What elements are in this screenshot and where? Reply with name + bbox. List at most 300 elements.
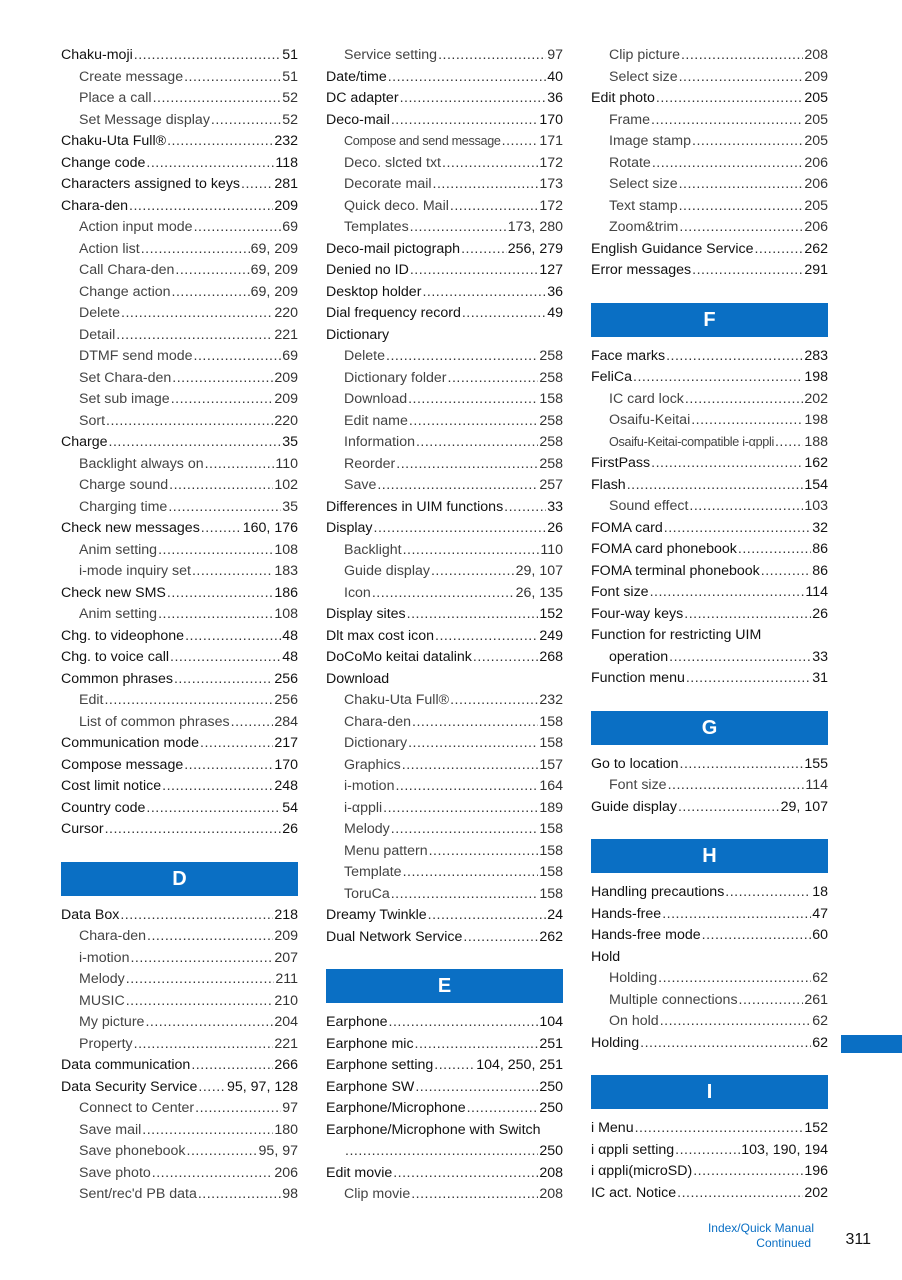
index-subentry — [61, 991, 298, 1013]
entry-term: Anim setting — [79, 541, 158, 558]
dot-leader — [126, 969, 275, 991]
entry-term: Communication mode — [61, 735, 199, 751]
dot-leader — [442, 153, 538, 175]
dot-leader — [668, 775, 805, 797]
entry-term: Osaifu-Keitai-compatible i-αppli — [609, 434, 774, 449]
entry-term: Dictionary — [326, 326, 390, 343]
dot-leader — [153, 88, 282, 110]
dot-leader — [410, 260, 539, 282]
entry-page-ref: 69, 209 — [250, 283, 298, 300]
entry-term: Chara-den — [61, 197, 129, 214]
entry-page-ref: 258 — [539, 348, 563, 364]
index-subentry — [61, 690, 298, 712]
dot-leader — [372, 583, 515, 605]
index-entry — [326, 518, 563, 540]
dot-leader — [386, 346, 538, 368]
entry-term: Call Chara-den — [79, 262, 175, 278]
entry-term: Earphone/Microphone with Switch — [326, 1121, 541, 1138]
dot-leader — [145, 1012, 273, 1034]
index-subentry — [591, 410, 828, 432]
index-subentry — [61, 604, 298, 626]
entry-page-ref: 98 — [282, 1186, 298, 1202]
entry-term: Text stamp — [609, 197, 678, 214]
entry-page-ref: 47 — [812, 905, 828, 922]
dot-leader — [187, 1141, 258, 1163]
dot-leader — [170, 647, 281, 669]
dot-leader — [185, 626, 281, 648]
dot-leader — [171, 389, 274, 411]
dot-leader — [415, 1034, 539, 1056]
entry-page-ref: 51 — [282, 68, 298, 85]
index-subentry — [591, 67, 828, 89]
dot-leader — [664, 518, 811, 540]
entry-term: Delete — [344, 348, 386, 364]
dot-leader — [105, 819, 282, 841]
dot-leader — [345, 1141, 538, 1163]
entry-page-ref: 54 — [282, 799, 298, 816]
entry-term: FeliCa — [591, 369, 632, 385]
index-entry — [591, 668, 828, 690]
dot-leader — [374, 518, 547, 540]
entry-term: i αppli(microSD) — [591, 1163, 693, 1179]
dot-leader — [391, 110, 538, 132]
dot-leader — [692, 260, 803, 282]
entry-term: i-mode inquiry set — [79, 563, 191, 579]
index-entry — [591, 88, 828, 110]
entry-page-ref: 209 — [274, 369, 298, 386]
dot-leader — [194, 346, 282, 368]
entry-page-ref: 33 — [547, 498, 563, 515]
entry-term: On hold — [609, 1013, 659, 1029]
entry-page-ref: 52 — [282, 111, 298, 128]
entry-term: Holding — [609, 970, 658, 986]
dot-leader — [438, 45, 546, 67]
entry-page-ref: 114 — [805, 777, 828, 793]
entry-term: Earphone — [326, 1014, 388, 1030]
dot-leader — [410, 217, 507, 239]
index-subentry — [591, 990, 828, 1012]
dot-leader — [411, 1184, 538, 1206]
dot-leader — [689, 496, 803, 518]
entry-page-ref: 155 — [804, 755, 828, 772]
entry-term: Select size — [609, 68, 678, 85]
entry-term: Edit photo — [591, 90, 655, 106]
entry-page-ref: 170 — [274, 756, 298, 773]
dot-leader — [463, 927, 538, 949]
entry-term: Reorder — [344, 455, 396, 472]
entry-page-ref: 202 — [804, 1184, 828, 1201]
dot-leader — [241, 174, 273, 196]
dot-leader — [691, 410, 803, 432]
index-subentry — [61, 1141, 298, 1163]
index-subentry — [326, 1184, 563, 1206]
index-entry — [326, 927, 563, 949]
index-entry — [61, 153, 298, 175]
dot-leader — [130, 948, 273, 970]
entry-term: Compose and send message — [344, 134, 501, 148]
dot-leader — [198, 1184, 281, 1206]
section-header-i: I — [591, 1075, 828, 1109]
index-entry — [591, 453, 828, 475]
dot-leader — [172, 368, 273, 390]
index-subentry — [61, 411, 298, 433]
index-subentry — [61, 88, 298, 110]
index-subentry — [61, 540, 298, 562]
index-entry — [326, 626, 563, 648]
index-entry — [61, 819, 298, 841]
dot-leader — [652, 153, 804, 175]
dot-leader — [146, 798, 281, 820]
entry-term: FOMA card — [591, 519, 663, 536]
index-subentry — [326, 712, 563, 734]
dot-leader — [409, 411, 538, 433]
index-subentry — [61, 1012, 298, 1034]
entry-page-ref: 35 — [282, 434, 298, 450]
entry-term: Guide display — [591, 798, 677, 815]
entry-page-ref: 26 — [812, 605, 828, 622]
entry-term: Zoom&trim — [609, 219, 679, 235]
entry-term: Chara-den — [344, 713, 412, 730]
index-subentry — [61, 110, 298, 132]
dot-leader — [660, 1011, 812, 1033]
entry-term: Anim setting — [79, 606, 158, 622]
entry-term: Edit — [79, 692, 104, 708]
entry-page-ref: 256, 279 — [507, 240, 563, 257]
index-subentry — [61, 303, 298, 325]
entry-page-ref: 208 — [539, 1164, 563, 1181]
index-entry — [326, 303, 563, 325]
dot-leader — [231, 712, 274, 734]
entry-page-ref: 206 — [274, 1164, 298, 1181]
entry-page-ref: 29, 107 — [780, 798, 828, 815]
dot-leader — [702, 925, 812, 947]
index-entry — [61, 776, 298, 798]
entry-term: Set Chara-den — [79, 369, 172, 386]
entry-term: Icon — [344, 584, 371, 601]
index-subentry — [326, 561, 563, 583]
entry-term: Delete — [79, 305, 121, 321]
entry-page-ref: 209 — [274, 928, 298, 944]
entry-term: Download — [344, 391, 408, 407]
index-subentry — [591, 217, 828, 239]
entry-term: Hands-free mode — [591, 927, 701, 943]
index-entry — [326, 1055, 563, 1077]
entry-term: Face marks — [591, 347, 666, 364]
entry-term: Service setting — [344, 47, 438, 63]
entry-term: Melody — [344, 821, 390, 837]
entry-term: Property — [79, 1035, 133, 1052]
dot-leader — [168, 497, 281, 519]
dot-leader — [467, 1098, 539, 1120]
index-entry — [591, 582, 828, 604]
dot-leader — [134, 1034, 274, 1056]
entry-page-ref: 114 — [805, 584, 828, 600]
entry-term: Font size — [609, 777, 667, 793]
index-entry — [326, 260, 563, 282]
entry-page-ref: 262 — [539, 928, 563, 945]
dot-leader — [422, 282, 546, 304]
dot-leader — [761, 561, 811, 583]
entry-page-ref: 104 — [539, 1014, 563, 1030]
index-column-2 — [326, 45, 563, 1206]
entry-term: Select size — [609, 176, 678, 192]
entry-page-ref: 160, 176 — [242, 520, 298, 536]
index-entry — [326, 239, 563, 261]
index-entry — [61, 45, 298, 67]
entry-term: Decorate mail — [344, 176, 432, 192]
entry-page-ref: 110 — [275, 455, 298, 472]
entry-term: Connect to Center — [79, 1100, 195, 1116]
index-entry — [61, 905, 298, 927]
dot-leader — [169, 475, 273, 497]
dot-leader — [388, 67, 547, 89]
index-subentry — [61, 239, 298, 261]
dot-leader — [504, 497, 546, 519]
index-entry — [326, 905, 563, 927]
entry-page-ref: 172 — [539, 197, 563, 214]
entry-term: Flash — [591, 476, 626, 493]
entry-term: Change action — [79, 283, 171, 300]
entry-page-ref: 108 — [274, 606, 298, 622]
dot-leader — [174, 669, 273, 691]
entry-term: Go to location — [591, 755, 679, 772]
entry-page-ref: 29, 107 — [515, 563, 563, 579]
entry-term: Earphone/Microphone — [326, 1100, 466, 1116]
page-number: 311 — [845, 1231, 871, 1248]
entry-page-ref: 202 — [804, 390, 828, 407]
index-subentry — [326, 45, 563, 67]
dot-leader — [679, 196, 804, 218]
entry-term: i-motion — [344, 778, 395, 794]
index-entry — [591, 904, 828, 926]
entry-page-ref: 208 — [539, 1186, 563, 1202]
entry-page-ref: 205 — [804, 133, 828, 149]
entry-term: FOMA terminal phonebook — [591, 562, 760, 579]
index-subentry — [326, 131, 563, 153]
entry-term: Melody — [79, 971, 125, 987]
index-entry — [61, 583, 298, 605]
index-entry — [591, 561, 828, 583]
entry-page-ref: 158 — [539, 842, 563, 859]
entry-page-ref: 232 — [274, 133, 298, 149]
entry-page-ref: 258 — [539, 455, 563, 472]
dot-leader — [677, 1183, 803, 1205]
section-header-h: H — [591, 839, 828, 873]
index-subentry — [326, 153, 563, 175]
entry-term: Action input mode — [79, 219, 193, 235]
dot-leader — [152, 1163, 274, 1185]
entry-term: Quick deco. Mail — [344, 197, 449, 214]
dot-leader — [146, 153, 274, 175]
dot-leader — [434, 1055, 475, 1077]
entry-page-ref: 86 — [812, 541, 828, 557]
entry-page-ref: 62 — [812, 1013, 828, 1029]
entry-page-ref: 180 — [274, 1121, 298, 1138]
entry-term: Display sites — [326, 606, 406, 622]
index-entry — [61, 647, 298, 669]
entry-page-ref: 108 — [274, 541, 298, 558]
entry-term: FirstPass — [591, 455, 651, 471]
dot-leader — [473, 647, 538, 669]
entry-term: Chg. to voice call — [61, 649, 170, 665]
index-entry — [326, 1077, 563, 1099]
entry-term: Charging time — [79, 498, 168, 515]
entry-page-ref: 258 — [539, 434, 563, 450]
entry-term: Dual Network Service — [326, 928, 463, 945]
entry-page-ref: 158 — [539, 821, 563, 837]
dot-leader — [200, 733, 273, 755]
index-subentry — [326, 862, 563, 884]
entry-page-ref: 262 — [804, 240, 828, 257]
dot-leader — [391, 884, 539, 906]
entry-term: Font size — [591, 584, 649, 600]
index-subentry — [61, 1120, 298, 1142]
dot-leader — [195, 1098, 281, 1120]
dot-leader — [211, 110, 281, 132]
index-subentry — [61, 325, 298, 347]
dot-leader — [158, 540, 273, 562]
entry-page-ref: 40 — [547, 68, 563, 85]
entry-term: Create message — [79, 68, 184, 85]
index-entry — [591, 1140, 828, 1162]
dot-leader — [450, 196, 538, 218]
index-entry — [61, 1077, 298, 1099]
entry-term: Guide display — [344, 563, 430, 579]
index-entry — [591, 754, 828, 776]
entry-page-ref: 220 — [274, 412, 298, 429]
section-header-f: F — [591, 303, 828, 337]
entry-term: Earphone setting — [326, 1057, 434, 1073]
index-entry — [591, 518, 828, 540]
entry-page-ref: 186 — [274, 584, 298, 601]
index-entry — [591, 797, 828, 819]
dot-leader — [109, 432, 282, 454]
entry-page-ref: 261 — [804, 991, 828, 1008]
index-entry — [591, 647, 828, 669]
entry-term: DoCoMo keitai datalink — [326, 649, 472, 665]
dot-leader — [403, 540, 540, 562]
entry-page-ref: 232 — [539, 692, 563, 708]
index-entry — [326, 647, 563, 669]
index-subentry — [326, 540, 563, 562]
index-entry — [591, 367, 828, 389]
entry-term: Chaku-Uta Full® — [61, 133, 167, 149]
entry-page-ref: 249 — [539, 627, 563, 644]
entry-page-ref: 257 — [539, 477, 563, 493]
index-subentry — [326, 798, 563, 820]
index-subentry — [61, 282, 298, 304]
dot-leader — [462, 303, 546, 325]
entry-page-ref: 62 — [812, 1034, 828, 1051]
entry-term: Chg. to videophone — [61, 627, 185, 644]
entry-term: Hold — [591, 948, 621, 965]
index-subentry — [61, 926, 298, 948]
entry-term: Template — [344, 864, 402, 880]
entry-term: Image stamp — [609, 133, 692, 149]
index-subentry — [61, 1098, 298, 1120]
index-subentry — [591, 131, 828, 153]
entry-page-ref: 250 — [539, 1100, 563, 1116]
entry-term: Dreamy Twinkle — [326, 907, 427, 923]
dot-leader — [141, 239, 250, 261]
index-entry — [591, 475, 828, 497]
index-entry — [61, 733, 298, 755]
entry-page-ref: 251 — [539, 1035, 563, 1052]
entry-page-ref: 221 — [274, 326, 298, 343]
dot-leader — [408, 733, 538, 755]
dot-leader — [191, 1055, 273, 1077]
dot-leader — [775, 432, 803, 454]
index-entry — [326, 325, 563, 347]
entry-term: Charge sound — [79, 477, 169, 493]
index-entry — [326, 497, 563, 519]
entry-term: DC adapter — [326, 90, 399, 106]
entry-page-ref: 196 — [804, 1163, 828, 1179]
entry-page-ref: 250 — [539, 1078, 563, 1095]
index-entry — [326, 1163, 563, 1185]
index-subentry — [61, 454, 298, 476]
index-entry — [61, 626, 298, 648]
entry-page-ref: 24 — [547, 907, 563, 923]
entry-page-ref: 26 — [282, 821, 298, 837]
entry-page-ref: 157 — [539, 756, 563, 773]
entry-page-ref: 172 — [539, 154, 563, 171]
entry-page-ref: 291 — [804, 262, 828, 278]
entry-term: Menu pattern — [344, 842, 428, 859]
entry-term: Earphone mic — [326, 1035, 414, 1052]
entry-page-ref: 48 — [282, 627, 298, 644]
index-entry — [61, 1055, 298, 1077]
entry-term: Save — [344, 477, 377, 493]
dot-leader — [184, 755, 273, 777]
entry-term: Date/time — [326, 68, 387, 85]
index-subentry — [61, 475, 298, 497]
entry-term: Dictionary — [344, 735, 408, 751]
dot-leader — [104, 690, 273, 712]
index-subentry — [61, 1163, 298, 1185]
index-column-3 — [591, 45, 828, 1204]
index-entry — [61, 669, 298, 691]
entry-page-ref: 152 — [539, 606, 563, 622]
entry-term: Backlight — [344, 541, 402, 558]
entry-page-ref: 35 — [282, 498, 298, 515]
index-entry — [326, 1098, 563, 1120]
dot-leader — [435, 626, 538, 648]
dot-leader — [450, 690, 538, 712]
index-entry — [591, 882, 828, 904]
entry-page-ref: 283 — [804, 347, 828, 364]
dot-leader — [681, 45, 803, 67]
entry-page-ref: 170 — [539, 111, 563, 128]
entry-page-ref: 208 — [804, 47, 828, 63]
entry-term: Chaku-Uta Full® — [344, 692, 450, 708]
entry-term: Deco. slcted txt — [344, 154, 441, 171]
entry-page-ref: 49 — [547, 305, 563, 321]
entry-page-ref: 32 — [812, 519, 828, 536]
index-subentry — [591, 968, 828, 990]
index-subentry — [326, 411, 563, 433]
entry-term: Differences in UIM functions — [326, 498, 504, 515]
entry-page-ref: 209 — [804, 68, 828, 85]
index-subentry — [591, 174, 828, 196]
dot-leader — [142, 1120, 273, 1142]
index-entry — [591, 239, 828, 261]
index-subentry — [61, 1034, 298, 1056]
index-subentry — [61, 67, 298, 89]
entry-page-ref: 104, 250, 251 — [476, 1057, 563, 1073]
dot-leader — [400, 88, 547, 110]
index-entry — [61, 174, 298, 196]
